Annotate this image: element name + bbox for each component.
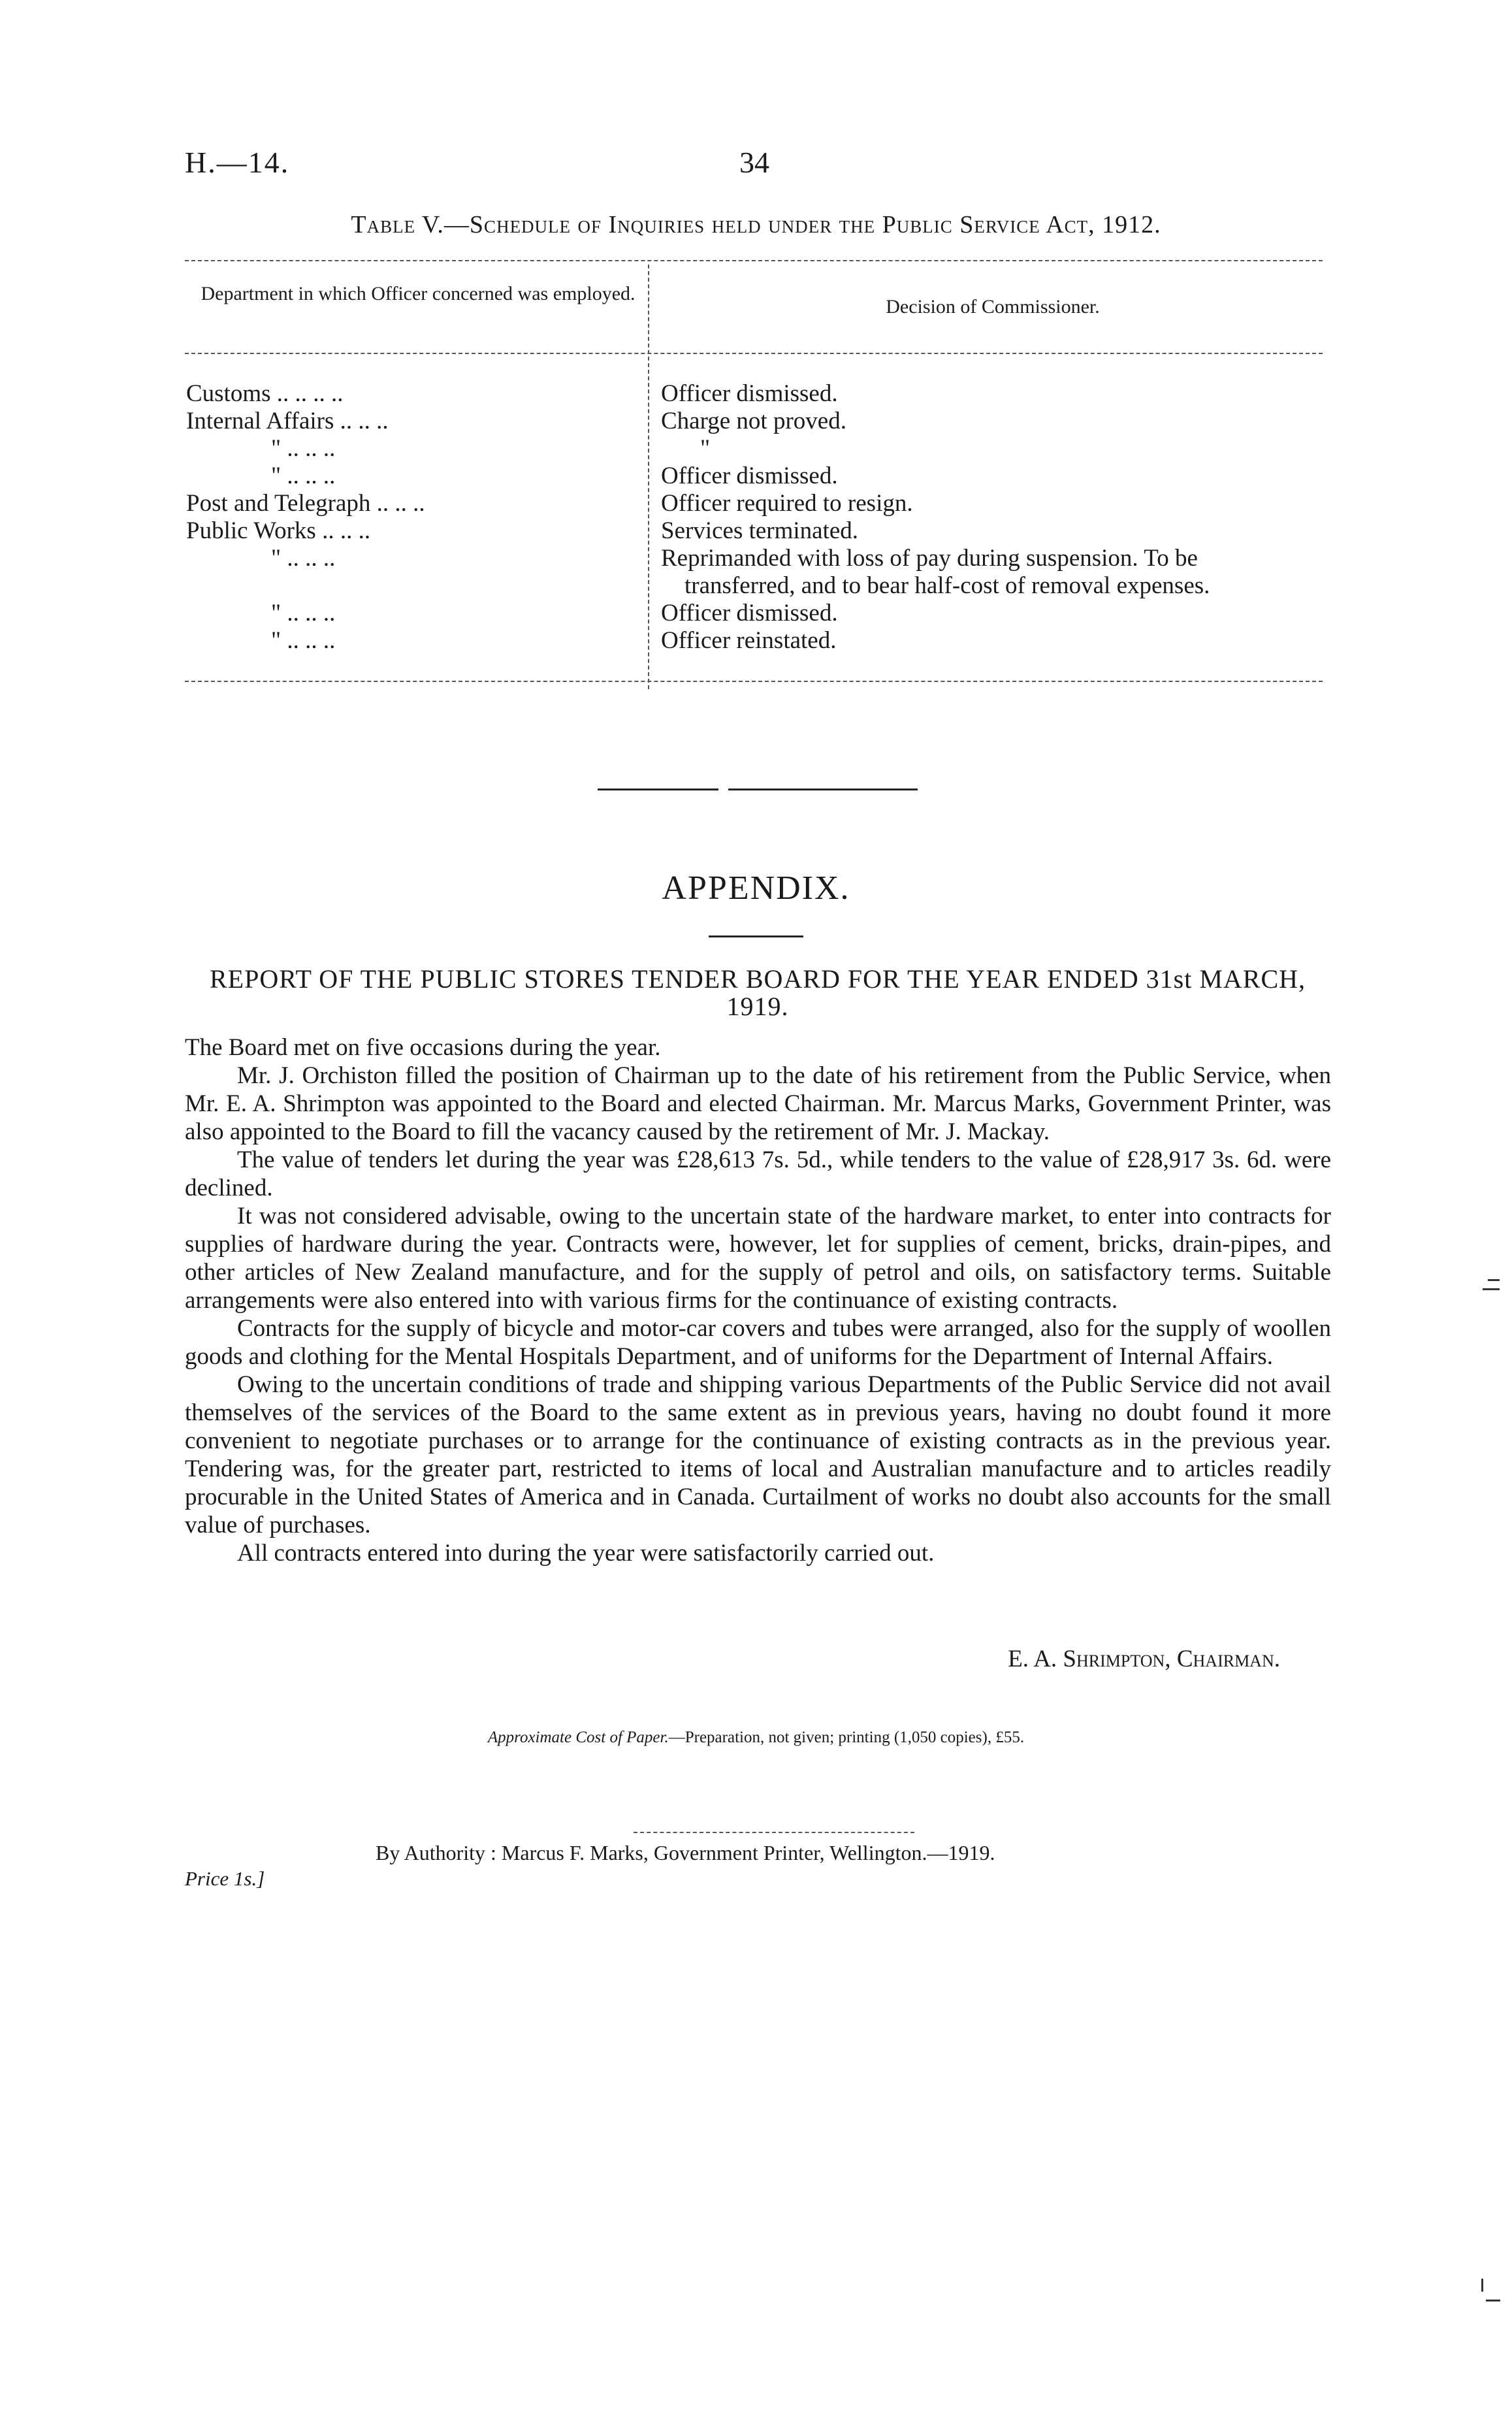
cost-label: Approximate Cost of Paper.	[487, 1729, 669, 1746]
report-paragraph: All contracts entered into during the year were satisfactorily carried out.	[237, 1540, 935, 1567]
table-row-decision: "	[700, 435, 711, 462]
ditto-mark: " .. .. ..	[271, 435, 336, 462]
page-number: 34	[739, 146, 769, 179]
report-paragraph: It was not considered advisable, owing to the uncertain state of the hardware market, to enter into contracts for supplies of hardware during the year. Contracts were, however, let for supplies of cement, bricks, drain-pipes, and other articles of New Zealand manufacture, and for the supply of petrol and oils, on satisfactory terms. Suitable arrangements were also entered into with various firms for the continuance of existing contracts.	[185, 1203, 1331, 1314]
column-header-department: Department in which Officer concerned was employed.	[201, 283, 635, 304]
table-row-decision: Services terminated.	[661, 517, 859, 544]
ditto-mark: " .. .. ..	[271, 545, 336, 572]
printer-authority: By Authority : Marcus F. Marks, Government Printer, Wellington.—1919.	[376, 1841, 995, 1864]
report-heading	[183, 966, 1332, 1020]
cost-text: —Preparation, not given; printing (1,050 copies), £55.	[668, 1729, 1025, 1746]
decision-continuation: transferred, and to bear half-cost of removal expenses.	[684, 572, 1210, 599]
table-top-rule	[185, 260, 1323, 261]
report-heading-year: 1919.	[726, 992, 789, 1021]
table-row-dept	[186, 435, 630, 463]
scan-speck	[1483, 1288, 1500, 1290]
table-row-dept: Post and Telegraph .. .. ..	[186, 490, 425, 517]
table-title: Table V.—Schedule of Inquiries held under the Public Service Act, 1912.	[351, 211, 1161, 238]
table-row-dept	[186, 545, 630, 572]
footer-rule	[634, 1832, 914, 1833]
report-paragraph: The Board met on five occasions during the year.	[185, 1034, 661, 1061]
table-row-dept: Internal Affairs .. .. ..	[186, 408, 389, 434]
cost-of-paper-note	[0, 1729, 1512, 1747]
document-code: H.—14.	[185, 146, 290, 179]
table-row-dept: Public Works .. .. ..	[186, 517, 371, 544]
table-row-dept	[186, 600, 630, 627]
table-row-decision: Charge not proved.	[661, 408, 846, 434]
table-row-decision	[661, 545, 1334, 600]
table-row-decision: Officer dismissed.	[661, 380, 838, 407]
ditto-mark: " .. .. ..	[271, 600, 336, 626]
table-row-decision: Officer dismissed.	[661, 600, 838, 626]
table-row-decision: Officer reinstated.	[661, 627, 837, 654]
section-separator-left	[598, 789, 718, 790]
price-label: Price 1s.]	[185, 1867, 265, 1890]
report-paragraph: Contracts for the supply of bicycle and motor-car covers and tubes were arranged, also for the supply of woollen goods and clothing for the Mental Hospitals Department, and of uniforms for the Department of Internal Affairs.	[185, 1315, 1331, 1370]
table-column-divider	[648, 265, 649, 689]
appendix-title: APPENDIX.	[662, 870, 850, 907]
signature: E. A. Shrimpton, Chairman.	[1008, 1646, 1280, 1672]
column-header-decision: Decision of Commissioner.	[886, 296, 1100, 317]
table-bottom-rule	[185, 681, 1323, 682]
table-row-dept	[186, 463, 630, 490]
table-row-decision: Officer dismissed.	[661, 463, 838, 489]
report-paragraph: Owing to the uncertain conditions of trade and shipping various Departments of the Public Service did not avail themselves of the services of the Board to the same extent as in previous years, having no doubt found it more convenient to negotiate purchases or to arrange for the continuance of existing contracts as in the previous year. Tendering was, for the greater part, restricted to items of local and Australian manufacture and to articles readily procurable in the United States of America and in Canada. Curtailment of works no doubt also accounts for the small value of purchases.	[185, 1371, 1331, 1538]
appendix-title-rule	[709, 935, 803, 937]
table-header-rule	[185, 353, 1323, 354]
report-body	[185, 1033, 1331, 1567]
scan-speck	[1488, 1279, 1500, 1281]
table-row-decision: Officer required to resign.	[661, 490, 913, 517]
scan-speck	[1481, 2279, 1483, 2292]
ditto-mark: " .. .. ..	[271, 463, 336, 489]
report-heading-line: REPORT OF THE PUBLIC STORES TENDER BOARD FOR THE YEAR ENDED 31st MARCH,	[209, 964, 1306, 994]
report-paragraph: Mr. J. Orchiston filled the position of Chairman up to the date of his retirement from the Public Service, when Mr. E. A. Shrimpton was appointed to the Board and elected Chairman. Mr. Marcus Marks, Government Printer, was also appointed to the Board to fill the vacancy caused by the retirement of Mr. J. Mackay.	[185, 1062, 1331, 1145]
report-paragraph: The value of tenders let during the year was £28,613 7s. 5d., while tenders to the value of £28,917 3s. 6d. were declined.	[185, 1146, 1331, 1201]
decision-line: Reprimanded with loss of pay during suspension. To be	[661, 545, 1198, 572]
section-separator-right	[728, 789, 918, 790]
table-row-dept	[186, 627, 630, 655]
scan-speck	[1486, 2300, 1500, 2301]
ditto-mark: " .. .. ..	[271, 627, 336, 654]
table-row-dept: Customs .. .. .. ..	[186, 380, 344, 407]
